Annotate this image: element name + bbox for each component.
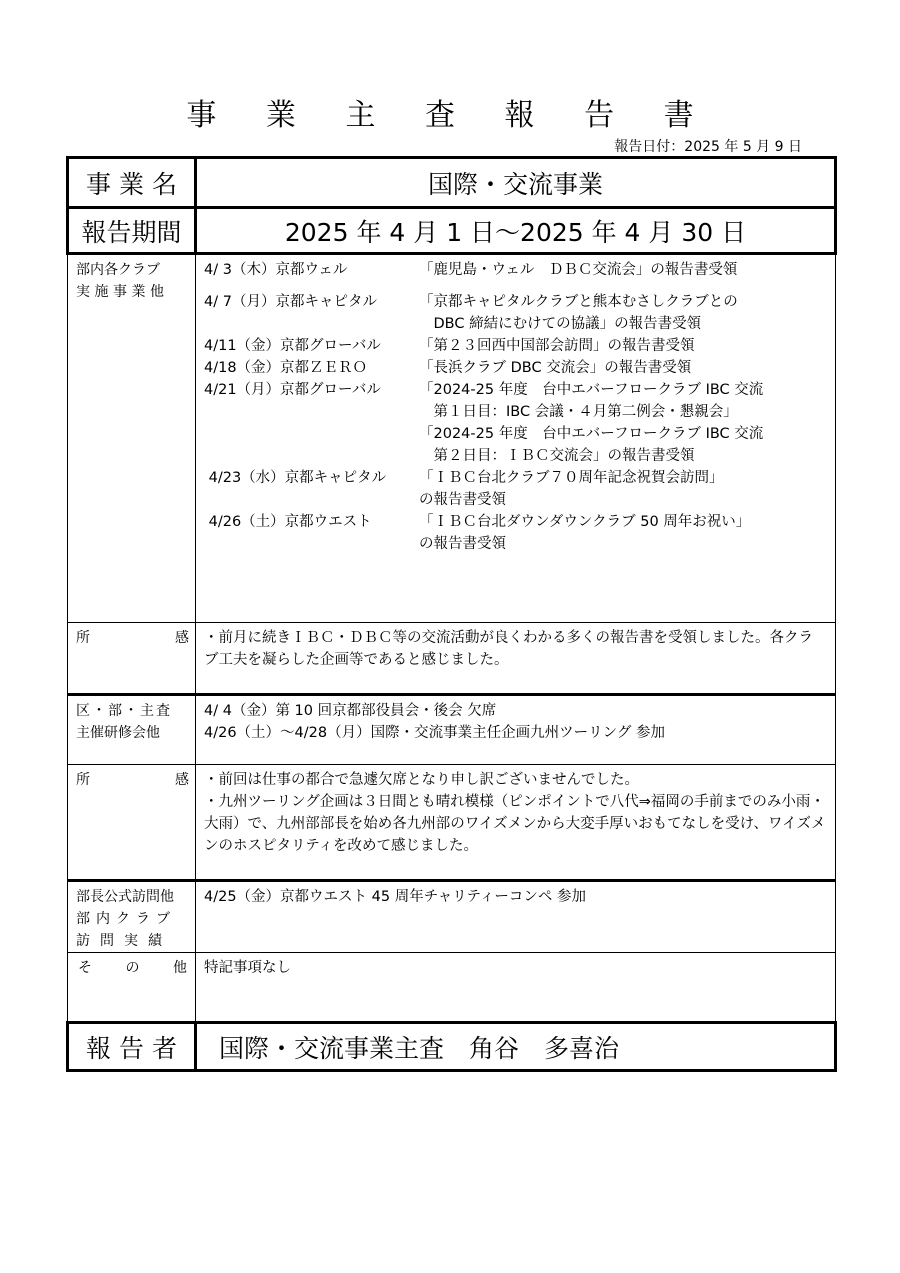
period-row <box>68 208 836 254</box>
entry-date: 4/21（月）京都グローバル <box>204 382 381 398</box>
entry-date: 4/23（水）京都キャピタル <box>204 470 387 486</box>
label-text: 他 <box>173 960 187 976</box>
paragraph: ・九州ツーリング企画は３日間とも晴れ模様（ピンポイントで八代⇒福岡の手前までのみ小雨・大雨）で、九州部部長を始め各九州部のワイズメンから大変手厚いおもてなしを受け、ワイズメンのホスピタリティを改めて感じました。 <box>204 794 826 854</box>
label-text: 訪問実績 <box>76 933 172 949</box>
entry-date: 4/11（金）京都グローバル <box>204 338 381 354</box>
entry-date: 4/26（土）京都ウエスト <box>204 514 372 530</box>
list-item: 4/26（土）～4/28（月）国際・交流事業主任企画九州ツーリング 参加 <box>204 725 665 741</box>
entry-date: 4/18（金）京都ＺＥＲＯ <box>204 360 368 376</box>
business-name-label: 事 業 名 <box>68 158 196 208</box>
list-item <box>204 357 827 379</box>
label-text: 感 <box>175 772 189 788</box>
official-visits-row <box>68 881 836 953</box>
label-text: の <box>125 960 140 976</box>
entry-date: 4/ 3（木）京都ウェル <box>204 262 348 278</box>
district-training-content <box>196 695 836 765</box>
reporter-value: 国際・交流事業主査 角谷 多喜治 <box>196 1023 836 1071</box>
official-visits-label <box>68 881 196 953</box>
entry-text: 「ＩＢＣ台北ダウンダウンクラブ 50 周年お祝い」 の報告書受領 <box>419 514 751 552</box>
entry-text: 「2024-25 年度 台中エバーフロークラブ IBC 交流 第１日目：IBC 会議・４月第二例会・懇親会」 「2024-25 年度 台中エバーフロークラブ IBC 交流 第２日目：ＩＢＣ交流会」の報告書受領 <box>419 382 764 464</box>
business-name-value: 国際・交流事業 <box>196 158 836 208</box>
business-name-row <box>68 158 836 208</box>
entry-text: 「長浜クラブ DBC 交流会」の報告書受領 <box>419 360 692 376</box>
impression2-row <box>68 765 836 881</box>
club-activities-label-line <box>76 259 189 281</box>
label-text: 区・部・主査 <box>76 703 172 719</box>
list-item <box>204 335 827 357</box>
entry-text: 「京都キャピタルクラブと熊本むさしクラブとの DBC 締結にむけての協議」の報告書受領 <box>419 294 738 332</box>
label-text: 部内クラブ <box>76 911 176 927</box>
reporter-row <box>68 1023 836 1071</box>
label-text: 部長公式訪問他 <box>76 889 174 905</box>
label-text: 感 <box>175 630 189 646</box>
club-activities-content <box>196 254 836 623</box>
impression1-text: ・前月に続きＩＢＣ・ＤＢＣ等の交流活動が良くわかる多くの報告書を受領しました。各クラブ工夫を凝らした企画等であると感じました。 <box>196 623 836 695</box>
report-table <box>66 156 837 1072</box>
impression2-content <box>196 765 836 881</box>
paragraph: ・前回は仕事の都合で急遽欠席となり申し訳ございませんでした。 <box>204 772 639 788</box>
entry-text: 「鹿児島・ウェル ＤＢＣ交流会」の報告書受領 <box>419 262 738 278</box>
label-text: 実施事業他 <box>76 284 169 300</box>
other-label <box>68 953 196 1023</box>
entry-date: 4/ 7（月）京都キャピタル <box>204 294 377 310</box>
impression2-label <box>68 765 196 881</box>
district-training-row <box>68 695 836 765</box>
list-item <box>204 467 827 511</box>
period-value: 2025 年 4 月 1 日～2025 年 4 月 30 日 <box>196 208 836 254</box>
impression1-row <box>68 623 836 695</box>
label-text: 主催研修会他 <box>76 725 160 741</box>
report-date: 報告日付：2025 年 5 月 9 日 <box>614 139 802 155</box>
list-item <box>204 291 827 335</box>
club-activities-label <box>68 254 196 623</box>
official-visits-text: 4/25（金）京都ウエスト 45 周年チャリティーコンペ 参加 <box>196 881 836 953</box>
club-activities-row <box>68 254 836 623</box>
label-text: 所 <box>76 772 90 788</box>
entry-text: 「ＩＢＣ台北クラブ７０周年記念祝賀会訪問」 の報告書受領 <box>419 470 724 508</box>
list-item: 4/ 4（金）第 10 回京都部役員会・後会 欠席 <box>204 703 497 719</box>
document-title: 事 業 主 査 報 告 書 <box>186 98 714 133</box>
other-row <box>68 953 836 1023</box>
list-item <box>204 379 827 467</box>
list-item <box>204 259 827 281</box>
label-text: 部内各クラブ <box>76 262 160 278</box>
district-training-label <box>68 695 196 765</box>
other-text: 特記事項なし <box>196 953 836 1023</box>
label-text: 所 <box>76 630 90 646</box>
label-text: そ <box>78 960 92 976</box>
list-item <box>204 511 827 555</box>
club-activities-label-line <box>76 281 189 303</box>
period-label: 報告期間 <box>68 208 196 254</box>
reporter-label: 報 告 者 <box>68 1023 196 1071</box>
impression1-label <box>68 623 196 695</box>
entry-text: 「第２３回西中国部会訪問」の報告書受領 <box>419 338 695 354</box>
